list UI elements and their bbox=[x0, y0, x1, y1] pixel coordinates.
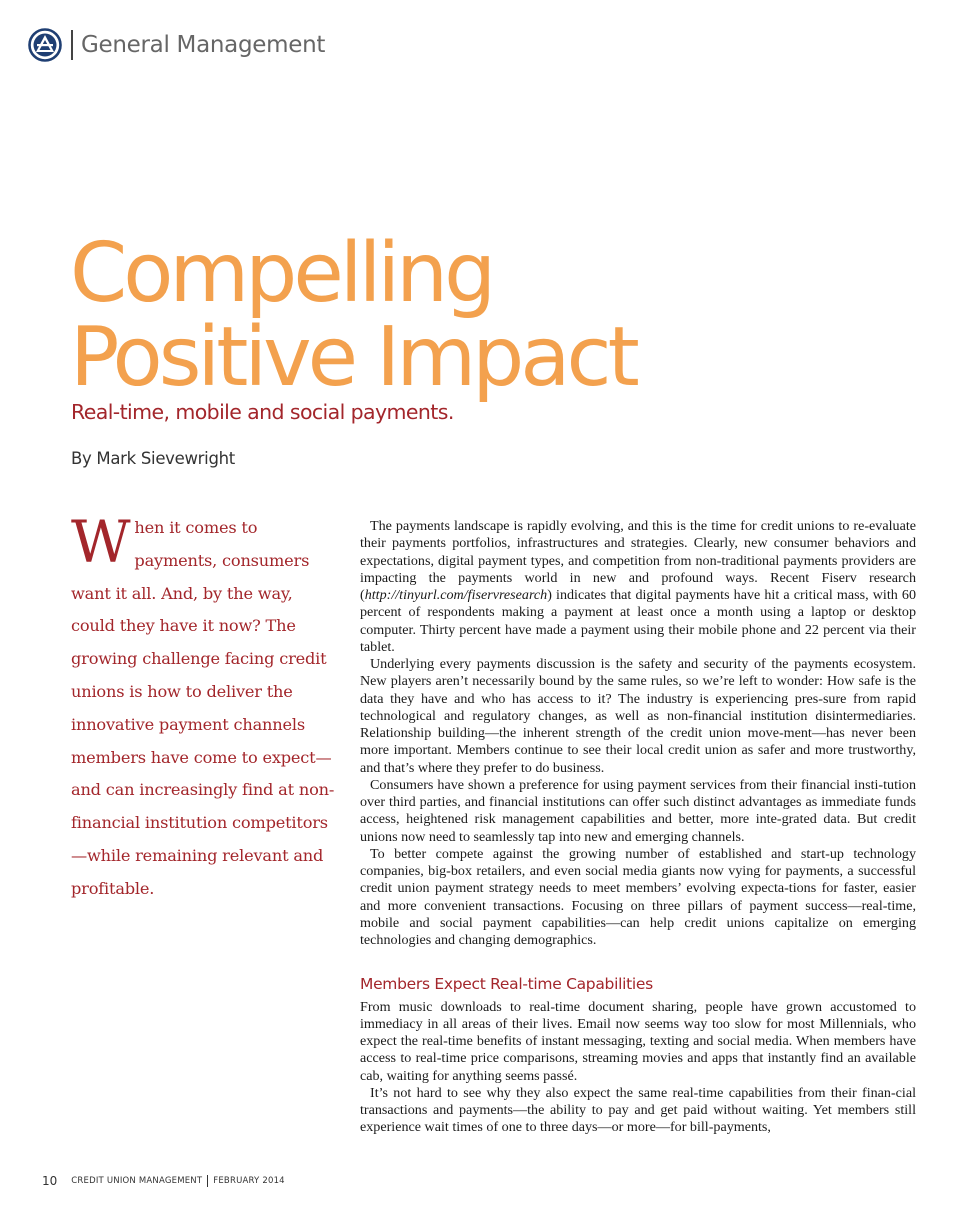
paragraph-6: It’s not hard to see why they also expect the same real-time capabilities from their finan-cial transactions and payments—the ability to pay and get paid without waiting. Yet members still experience wait times of one to three days—or more—for bill-payments, bbox=[360, 1084, 916, 1136]
paragraph-1-text-a: The payments landscape is rapidly evolving, and this is the time for credit unions to re-evaluate their payments portfolios, infrastructures and strategies. Clearly, new consumer behaviors and expectations, digital payment types, and competition from non-traditional payments providers are impacting the payments world in new and profound ways. Recent Fiserv research ( bbox=[360, 518, 916, 603]
header-divider bbox=[71, 30, 73, 60]
article-subtitle: Real-time, mobile and social payments. bbox=[71, 400, 454, 424]
title-line-1: Compelling bbox=[70, 226, 493, 321]
footer-divider bbox=[207, 1175, 208, 1187]
page-footer bbox=[42, 1174, 285, 1188]
byline: By Mark Sievewright bbox=[71, 449, 235, 468]
section-label: General Management bbox=[81, 32, 326, 58]
page-header bbox=[28, 26, 325, 64]
title-line-2: Positive Impact bbox=[70, 310, 636, 405]
publication-name: CREDIT UNION MANAGEMENT bbox=[71, 1176, 203, 1186]
drop-cap: W bbox=[71, 508, 131, 576]
paragraph-1 bbox=[360, 518, 916, 656]
cu-logo-icon bbox=[28, 28, 62, 62]
pull-quote-text: hen it comes to payments, consumers want it all. And, by the way, could they have it now? The growing challenge facing credit unions is how to deliver the innovative payment channels members have come to expect—and can increasingly find at non-financial institution competitors—while remaining relevant and profitable. bbox=[71, 518, 335, 898]
paragraph-1-text-b: ) indicates that digital payments have hit a critical mass, with 60 percent of respondents making a payment at least once a month using a laptop or desktop computer. Thirty percent have made a payment using their mobile phone and 22 percent via their tablet. bbox=[360, 587, 916, 655]
section-heading: Members Expect Real-time Capabilities bbox=[360, 975, 653, 994]
paragraph-2: Underlying every payments discussion is the safety and security of the payments ecosystem. New players aren’t necessarily bound by the same rules, so we’re left to wonder: How safe is the data they have and who has access to it? The industry is experiencing pres-sure from rapid technological and regulatory changes, as well as non-financial institution disintermediaries. Relationship building—the inherent strength of the credit union move-ment—has never been more important. Members continue to see their local credit union as safer and more trustworthy, and that’s where they prefer to do business. bbox=[360, 656, 916, 776]
research-link[interactable]: http://tinyurl.com/fiservresearch bbox=[364, 587, 548, 603]
paragraph-3: Consumers have shown a preference for using payment services from their financial insti-tution over third parties, and financial institutions can offer such distinct advantages as immediate funds access, heightened risk management capabilities and better, more inte-grated data. But credit unions now need to seamlessly tap into new and emerging channels. bbox=[360, 776, 916, 845]
paragraph-5: From music downloads to real-time document sharing, people have grown accustomed to immediacy in all areas of their lives. Email now seems way too slow for most Millennials, who expect the real-time benefits of instant messaging, texting and social media. When members have access to real-time price comparisons, streaming movies and apps that instantly find an available cab, waiting for anything seems passé. bbox=[360, 998, 916, 1084]
issue-date: FEBRUARY 2014 bbox=[213, 1176, 285, 1186]
paragraph-4: To better compete against the growing number of established and start-up technology companies, big-box retailers, and even social media giants now vying for payments, a successful credit union payment strategy needs to meet members’ evolving expecta-tions for faster, easier and more convenient transactions. Focusing on three pillars of payment success—real-time, mobile and social payment capabilities—can help credit unions capitalize on emerging technologies and changing demographics. bbox=[360, 845, 916, 948]
pull-quote bbox=[71, 508, 341, 906]
article-title bbox=[70, 226, 636, 405]
article-body bbox=[360, 518, 916, 1137]
page-number: 10 bbox=[42, 1174, 58, 1188]
